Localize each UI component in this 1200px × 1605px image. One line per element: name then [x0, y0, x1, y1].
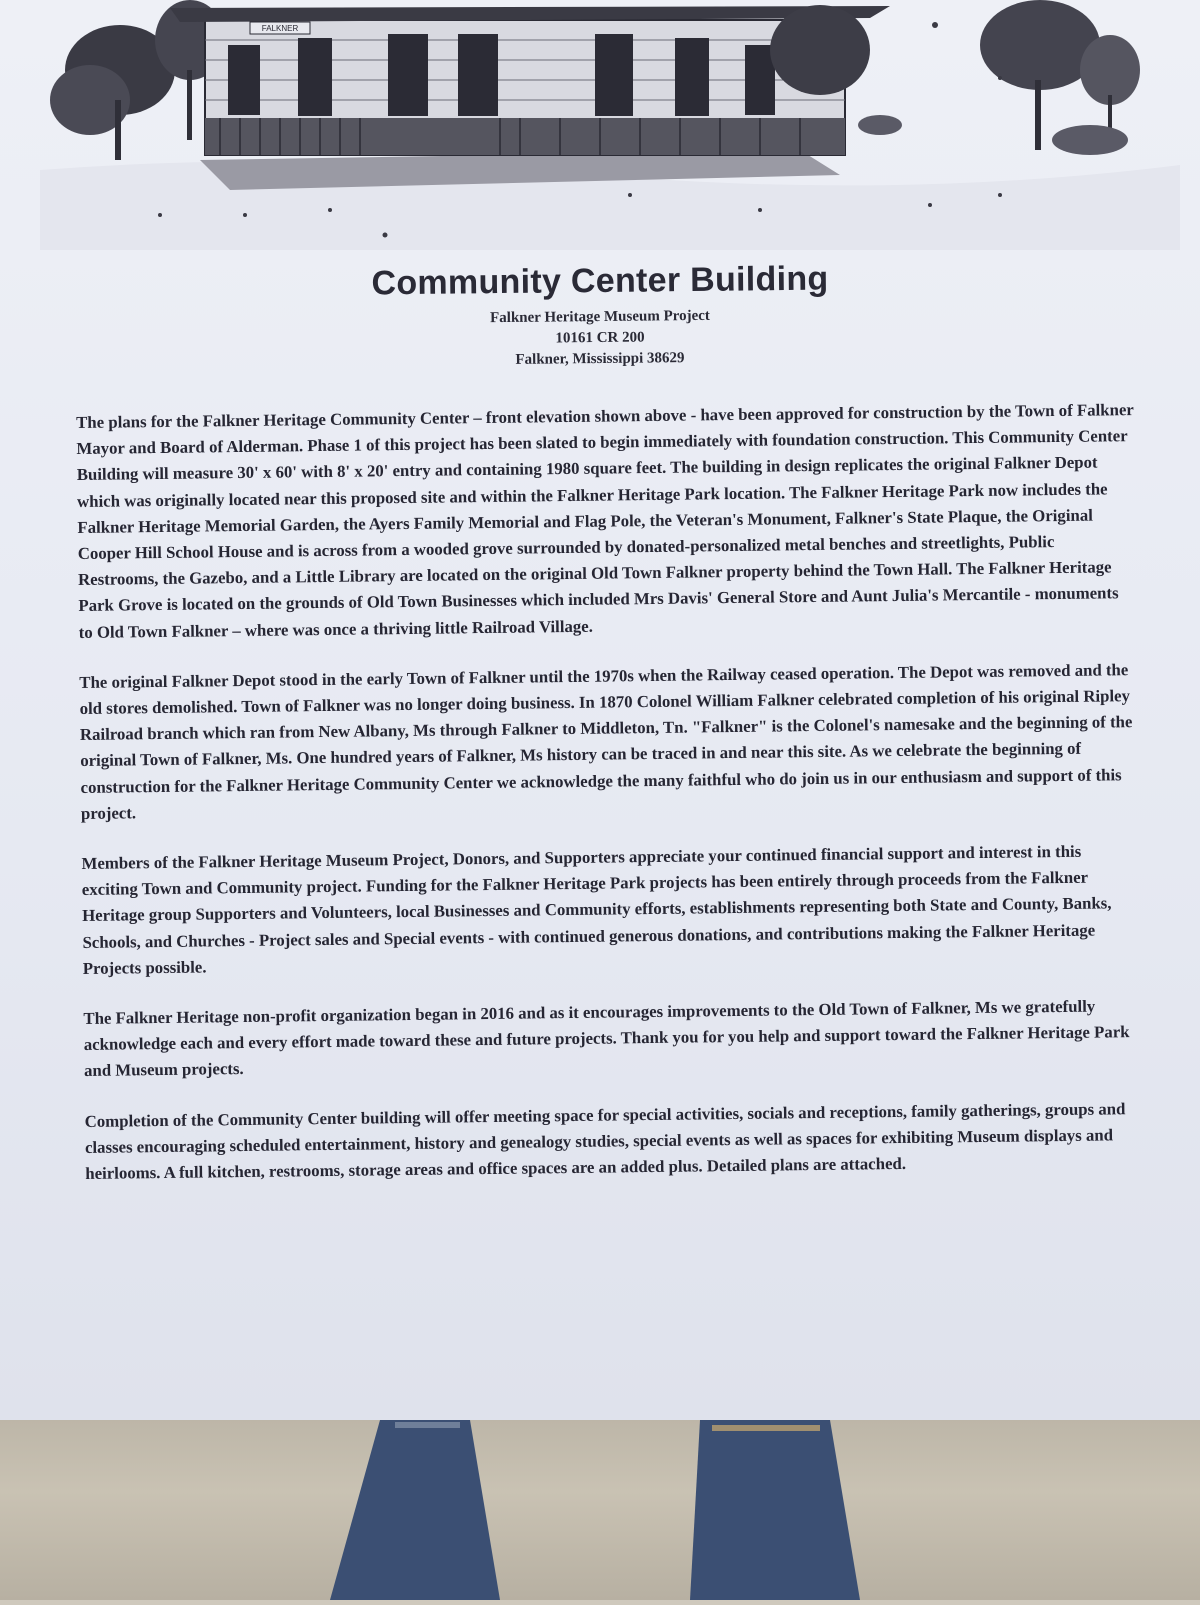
- paragraph-supporters: Members of the Falkner Heritage Museum Project, Donors, and Supporters appreciate your continued financial support and interest in this exciting Town and Community project. Funding for the Falkner Heritage Park projects has been entirely through proceeds from the Falkner Heritage group Supporters and Volunteers, local Businesses and Community efforts, establishments representing both State and County, Banks, Schools, and Churches - Project sales and Special events - with continued generous donations, and contributions making the Falkner Heritage Projects possible.: [81, 841, 1112, 978]
- feet-photo: [0, 1420, 1200, 1600]
- floor-background: [0, 1420, 1200, 1600]
- document-header: [0, 259, 1200, 370]
- street-address: 10161 CR 200: [555, 329, 645, 347]
- left-leg-denim: [330, 1420, 500, 1600]
- right-leg-denim: [690, 1420, 860, 1600]
- left-trees: [50, 0, 225, 160]
- document-title: Community Center Building: [371, 259, 829, 303]
- city-state-zip: Falkner, Mississippi 38629: [515, 350, 685, 368]
- project-name: Falkner Heritage Museum Project: [490, 307, 710, 327]
- paragraph-completion: Completion of the Community Center building will offer meeting space for special activities, socials and receptions, family gatherings, groups and classes encouraging scheduled entertainment, history and genealogy studies, special events as well as spaces for exhibiting Museum displays and heirlooms. A full kitchen, restrooms, storage areas and office spaces are an added plus. Detailed plans are attached.: [84, 1098, 1126, 1184]
- paragraph-organization: The Falkner Heritage non-profit organization began in 2016 and as it encourages improvements to the Old Town of Falkner, Ms we gratefully acknowledge each and every effort made toward these and future projects. Thank you for you help and support toward the Falkner Heritage Park and Museum projects.: [83, 996, 1130, 1081]
- depot-sign-text: FALKNER: [261, 24, 299, 33]
- document-body: [76, 397, 1144, 1211]
- paragraph-plans: The plans for the Falkner Heritage Community Center – front elevation shown above - have been approved for construction by the Town of Falkner Mayor and Board of Alderman. Phase 1 of this project has been slated to begin immediately with foundation construction. This Community Center Building will measure 30' x 60' with 8' x 20' entry and containing 1980 square feet. The building in design replicates the original Falkner Depot which was originally located near this proposed site and within the Falkner Heritage Park location. The Falkner Heritage Park now includes the Falkner Heritage Memorial Garden, the Ayers Family Memorial and Flag Pole, the Veteran's Monument, Falkner's State Plaque, the Original Cooper Hill School House and is across from a wooded grove surrounded by donated-personalized metal benches and streetlights, Public Restrooms, the Gazebo, and a Little Library are located on the original Old Town Falkner property behind the Town Hall. The Falkner Heritage Park Grove is located on the grounds of Old Town Businesses which included Mrs Davis' General Store and Aunt Julia's Mercantile - monuments to Old Town Falkner – where was once a thriving little Railroad Village.: [76, 400, 1134, 642]
- depot-illustration: [0, 0, 1200, 250]
- paragraph-history: The original Falkner Depot stood in the early Town of Falkner until the 1970s when the Railway ceased operation. The Depot was removed and the old stores demolished. Town of Falkner was no longer doing business. In 1870 Colonel William Falkner celebrated completion of his original Ripley Railroad branch which ran from New Albany, Ms through Falkner to Middleton, Tn. "Falkner" is the Colonel's namesake and the beginning of the original Town of Falkner, Ms. One hundred years of Falkner, Ms history can be traced in and near this site. As we celebrate the beginning of construction for the Falkner Heritage Community Center we acknowledge the many faithful who do join us in our enthusiasm and support of this project.: [79, 659, 1133, 823]
